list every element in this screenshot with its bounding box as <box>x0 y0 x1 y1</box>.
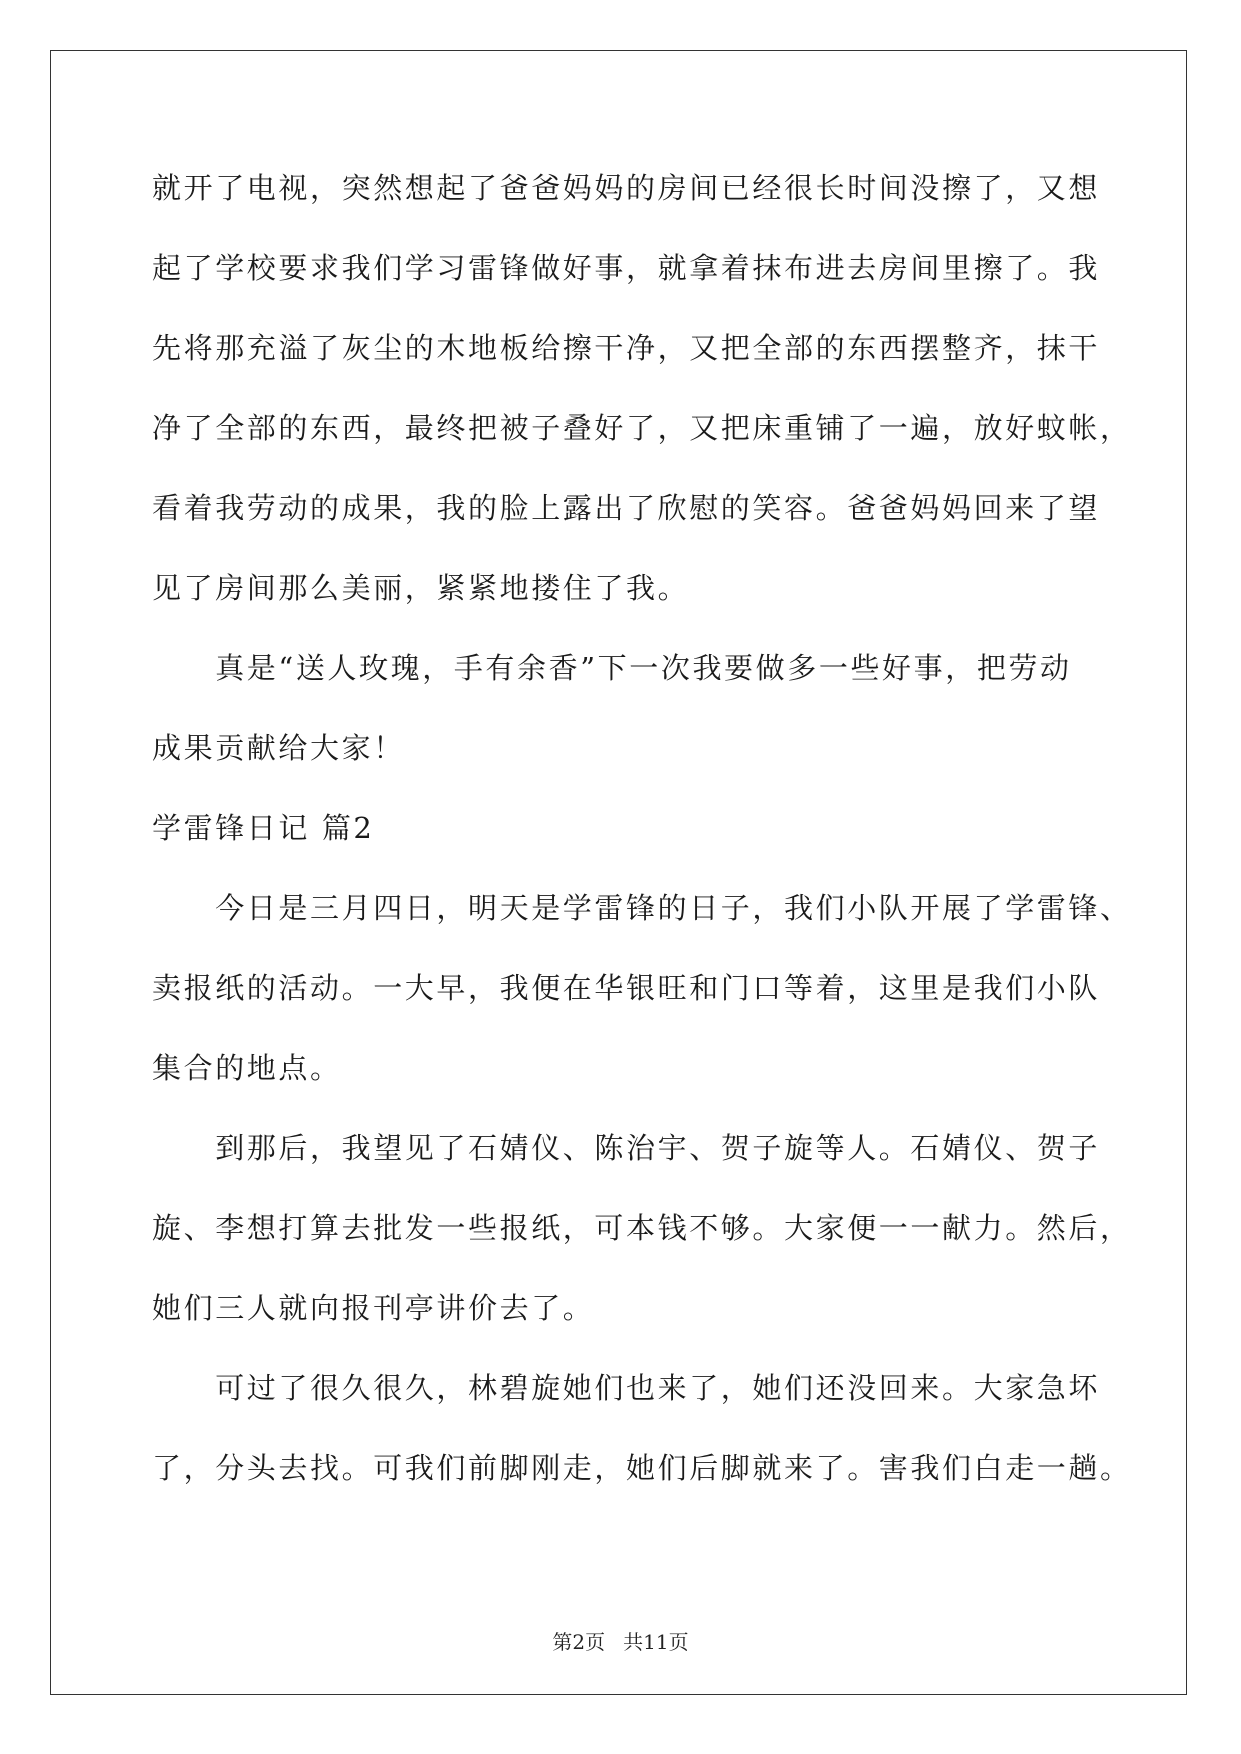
text-line: 看着我劳动的成果，我的脸上露出了欣慰的笑容。爸爸妈妈回来了望 <box>152 491 1101 525</box>
text-line: 净了全部的东西，最终把被子叠好了，又把床重铺了一遍，放好蚊帐， <box>152 411 1132 445</box>
text-line: 今日是三月四日，明天是学雷锋的日子，我们小队开展了学雷锋、 <box>152 891 1132 925</box>
section-heading: 学雷锋日记 篇2 <box>152 811 375 845</box>
page-number: 第2页 <box>552 1630 606 1654</box>
text-line: 旋、李想打算去批发一些报纸，可本钱不够。大家便一一献力。然后， <box>152 1211 1132 1245</box>
text-line: 见了房间那么美丽，紧紧地搂住了我。 <box>152 571 690 605</box>
text-line: 起了学校要求我们学习雷锋做好事，就拿着抹布进去房间里擦了。我 <box>152 251 1101 285</box>
text-line: 到那后，我望见了石婧仪、陈治宇、贺子旋等人。石婧仪、贺子 <box>152 1131 1101 1165</box>
text-line: 真是“送人玫瑰，手有余香”下一次我要做多一些好事，把劳动 <box>152 651 1072 685</box>
page-total: 共11页 <box>623 1630 689 1654</box>
text-line: 就开了电视，突然想起了爸爸妈妈的房间已经很长时间没擦了，又想 <box>152 171 1101 205</box>
text-line: 卖报纸的活动。一大早，我便在华银旺和门口等着，这里是我们小队 <box>152 971 1101 1005</box>
text-line: 可过了很久很久，林碧旋她们也来了，她们还没回来。大家急坏 <box>152 1371 1101 1405</box>
text-line: 集合的地点。 <box>152 1051 342 1085</box>
text-line: 先将那充溢了灰尘的木地板给擦干净，又把全部的东西摆整齐，抹干 <box>152 331 1101 365</box>
page-footer <box>0 1626 1241 1655</box>
text-line: 了，分头去找。可我们前脚刚走，她们后脚就来了。害我们白走一趟。 <box>152 1451 1132 1485</box>
text-line: 成果贡献给大家！ <box>152 731 405 765</box>
document-body <box>152 148 1132 1508</box>
text-line: 她们三人就向报刊亭讲价去了。 <box>152 1291 595 1325</box>
